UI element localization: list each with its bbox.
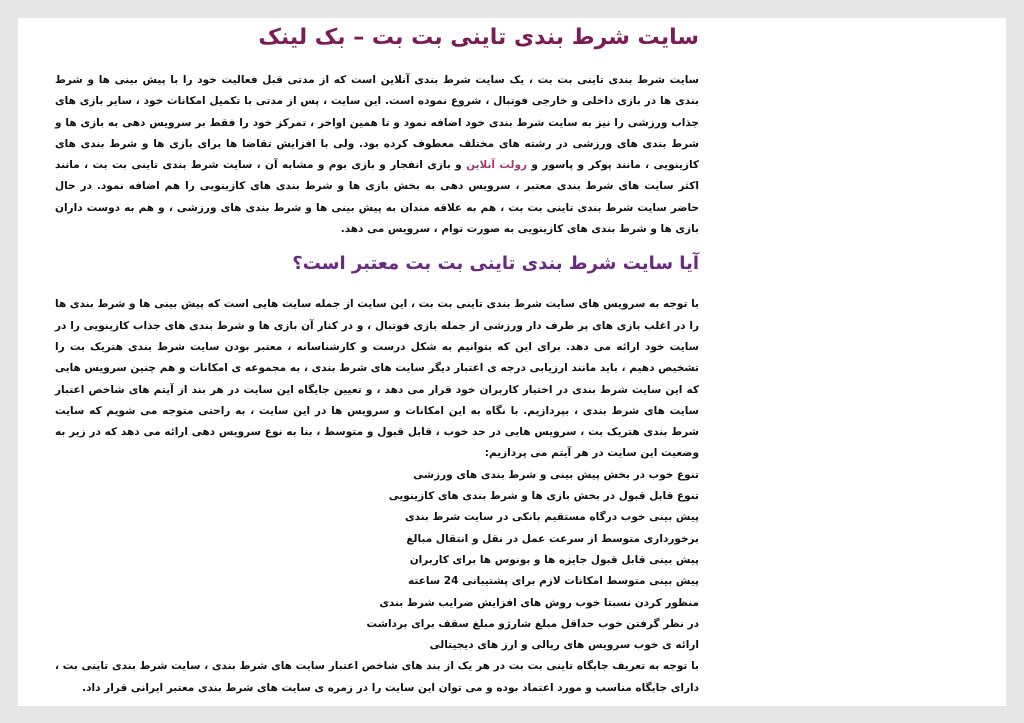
list-item: برخورداری متوسط از سرعت عمل در نقل و انتقال مبالغ xyxy=(406,532,699,545)
document-page[interactable] xyxy=(43,18,709,706)
roulette-link[interactable]: رولت آنلاین xyxy=(466,159,528,172)
intro-text-before-link: سایت شرط بندی تاینی بت بت ، یک سایت شرط بندی آنلاین است که از مدتی قبل فعالیت خود را با پیش بینی ها و شرط بندی ها در بازی داخلی و خارجی فوتبال ، شروع نموده است. این سایت ، پس از مدتی با تکمیل امکانات خود ، سایر بازی های جذاب ورزشی را نیز به سایت شرط بندی خود اضافه نمود و تا همین اواخر ، تمرکز خود را فقط بر سرویس دهی به بازی ها و شرط بندی های ورزشی در رشته های مختلف معطوف کرده بود. ولی با افزایش تقاضا ها برای بازی ها و شرط بندی های کازینویی ، مانند پوکر و پاسور و xyxy=(55,74,699,172)
list-item: تنوع خوب در بخش پیش بینی و شرط بندی های ورزشی xyxy=(413,468,699,481)
intro-paragraph xyxy=(55,60,699,240)
section-spacer xyxy=(55,240,699,252)
list-item: در نظر گرفتن خوب حداقل مبلغ شارژو مبلغ سقف برای برداشت xyxy=(366,617,699,630)
conclusion-paragraph: با توجه به تعریف جایگاه تاینی بت بت در هر یک از بند های شاخص اعتبار سایت های شرط بندی ، سایت شرط بندی تاینی بت ، دارای جایگاه مناسب و مورد اعتماد بوده و می توان این سایت را در زمره ی سایت های شرط بندی معتبر ایرانی قرار داد. xyxy=(55,660,699,694)
features-list xyxy=(55,465,699,657)
list-item: پیش بینی متوسط امکانات لازم برای پشتیبانی 24 ساعته xyxy=(408,575,699,588)
page-right-margin xyxy=(709,18,1006,706)
list-item: پیش بینی قابل قبول جایزه ها و بونوس ها برای کاربران xyxy=(409,553,699,566)
page-left-margin xyxy=(18,18,43,706)
body-paragraph: با توجه به سرویس های سایت شرط بندی تاینی بت بت ، این سایت از جمله سایت هایی است که پیش بینی ها و شرط بندی ها را در اغلب بازی های پر طرف دار ورزشی از جمله بازی فوتبال ، و در کنار آن بازی ها و شرط بندی های جذاب کازینویی را در سایت خود ارائه می دهد. برای این که بتوانیم به شکل درست و کارشناسانه ، معتبر بودن سایت شرط بندی هتریک بت را تشخیص دهیم ، باید مانند ارزیابی درجه ی اعتبار دیگر سایت های شرط بندی ، به مجموعه ی امکانات و هم چنین سرویس هایی که این سایت شرط بندی در اختیار کاربران خود قرار می دهد ، و تعیین جایگاه این سایت در هر بند از آیتم های شاخص اعتبار سایت های شرط بندی ، بپردازیم. با نگاه به این امکانات و سرویس ها در این سایت ، به راحتی متوجه می شویم که سایت شرط بندی هتریک بت ، سرویس هایی در حد خوب ، قابل قبول و متوسط ، بنا به نوع سرویس دهی ارائه می دهد که در زیر به وضعیت این سایت در هر آیتم می پردازیم: xyxy=(55,298,699,460)
viewer-left-gutter xyxy=(0,0,18,723)
list-item: منظور کردن نسبتا خوب روش های افزایش ضرایب شرط بندی xyxy=(379,596,699,609)
section-heading: آیا سایت شرط بندی تاینی بت بت معتبر است؟ xyxy=(292,253,699,275)
intro-text-after-link: و بازی انفجار و بازی بوم و مشابه آن ، سایت شرط بندی تاینی بت بت ، مانند اکثر سایت های شرط بندی معتبر ، سرویس دهی به بخش بازی ها و شرط بندی های کازینویی را هم اضافه نمود. در حال حاضر سایت شرط بندی تاینی بت بت ، هم به علاقه مندان به پیش بینی ها و شرط بندی های ورزشی ، و هم به دوست داران بازی ها و شرط بندی های کازینویی به صورت توام ، سرویس می دهد. xyxy=(55,159,699,236)
list-item: ارائه ی خوب سرویس های ریالی و ارز های دیجیتالی xyxy=(429,639,699,652)
list-item: تنوع قابل قبول در بخش بازی ها و شرط بندی های کازینویی xyxy=(388,490,699,503)
list-item: پیش بینی خوب درگاه مستقیم بانکی در سایت شرط بندی xyxy=(404,511,699,524)
page-content xyxy=(55,18,699,699)
document-title: سایت شرط بندی تاینی بت بت – بک لینک xyxy=(258,25,699,50)
